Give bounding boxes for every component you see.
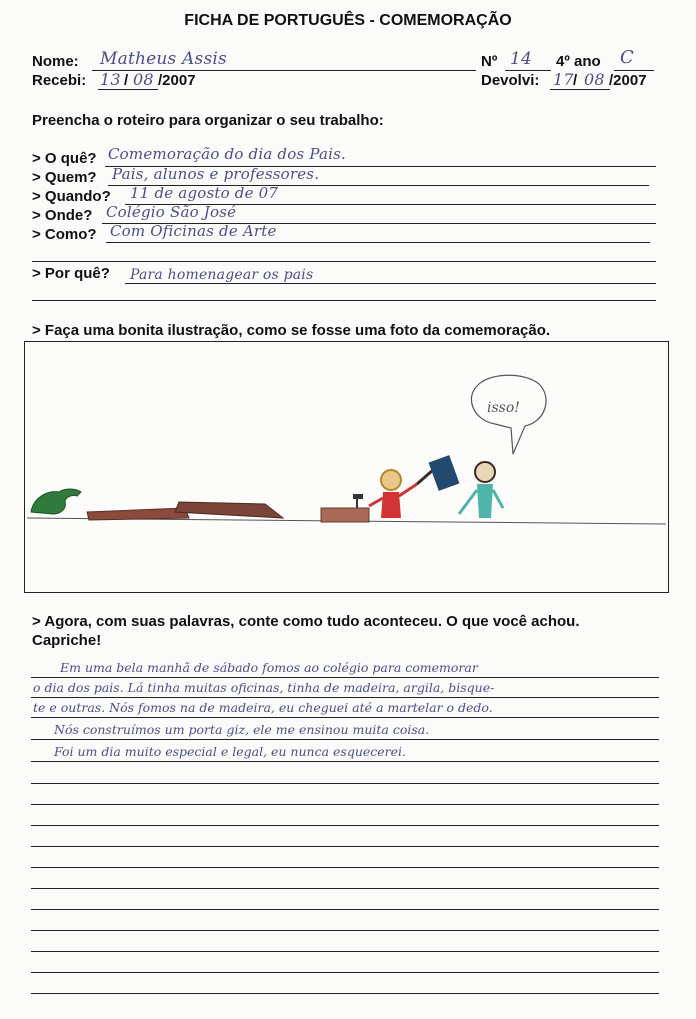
where-label: > Onde? — [32, 207, 93, 224]
story-line: Foi um dia muito especial e legal, eu nunca esquecerei. — [54, 744, 407, 759]
name-value: Matheus Assis — [100, 49, 227, 69]
wood-plank — [175, 502, 283, 518]
received-slash: / — [124, 72, 129, 89]
big-hammer-head — [429, 455, 460, 491]
how-answer: Com Oficinas de Arte — [110, 222, 277, 240]
illustration-prompt: > Faça uma bonita ilustração, como se fosse uma foto da comemoração. — [32, 322, 551, 339]
ruled-line — [31, 783, 659, 784]
where-answer: Colégio São José — [106, 203, 237, 221]
number-value: 14 — [510, 49, 533, 69]
speech-text: isso! — [487, 400, 520, 416]
why-underline — [125, 283, 656, 284]
name-label: Nome: — [32, 53, 79, 70]
ruled-line — [31, 909, 659, 910]
why-label: > Por quê? — [32, 265, 110, 282]
what-answer: Comemoração do dia dos Pais. — [108, 145, 346, 163]
ruled-line — [31, 761, 659, 762]
ruled-line — [31, 739, 659, 740]
received-month: 08 — [133, 70, 154, 89]
returned-day: 17 — [553, 70, 574, 89]
wood-box — [321, 508, 369, 522]
what-label: > O quê? — [32, 150, 97, 167]
who-label: > Quem? — [32, 169, 97, 186]
how-extra-line — [32, 261, 656, 262]
number-underline — [505, 70, 551, 71]
story-line: o dia dos pais. Lá tinha muitas oficinas, tinha de madeira, argila, bisque- — [33, 680, 495, 695]
ruled-line — [31, 697, 659, 698]
wood-plank — [87, 508, 189, 520]
green-object — [31, 489, 81, 514]
adult-body — [477, 484, 493, 518]
why-extra-line — [32, 300, 656, 301]
child-body — [381, 492, 401, 518]
hammer-head — [353, 494, 363, 499]
ruled-line — [31, 804, 659, 805]
returned-year: /2007 — [609, 72, 647, 89]
grade-underline — [614, 70, 654, 71]
story-prompt-line2: Capriche! — [32, 632, 102, 649]
ruled-line — [31, 972, 659, 973]
received-day: 13 — [100, 70, 121, 89]
returned-label: Devolvi: — [481, 72, 540, 89]
grade-label: 4º ano — [556, 53, 601, 70]
ruled-line — [31, 993, 659, 994]
returned-underline — [550, 89, 610, 90]
number-label: Nº — [481, 53, 498, 70]
ruled-line — [31, 951, 659, 952]
ruled-line — [31, 888, 659, 889]
received-label: Recebi: — [32, 72, 87, 89]
child-head — [381, 470, 401, 490]
illustration-drawing — [25, 342, 668, 592]
story-line: Nós construímos um porta giz, ele me ensinou muita coisa. — [54, 722, 430, 737]
grade-value: C — [620, 47, 634, 68]
ruled-line — [31, 677, 659, 678]
worksheet-title: FICHA DE PORTUGUÊS - COMEMORAÇÃO — [184, 12, 512, 29]
ruled-line — [31, 867, 659, 868]
story-line: te e outras. Nós fomos na de madeira, eu cheguei até a martelar o dedo. — [33, 700, 493, 715]
ruled-line — [31, 846, 659, 847]
adult-head — [475, 462, 495, 482]
how-label: > Como? — [32, 226, 97, 243]
story-line: Em uma bela manhã de sábado fomos ao colégio para comemorar — [60, 660, 478, 675]
ruled-line — [31, 930, 659, 931]
big-hammer-handle — [417, 470, 433, 484]
received-year: /2007 — [158, 72, 196, 89]
who-answer: Pais, alunos e professores. — [112, 165, 320, 183]
returned-slash: / — [573, 72, 578, 89]
when-answer: 11 de agosto de 07 — [130, 184, 279, 202]
ruled-line — [31, 825, 659, 826]
why-answer: Para homenagear os pais — [130, 267, 314, 283]
returned-month: 08 — [584, 70, 605, 89]
illustration-frame — [24, 341, 669, 593]
when-label: > Quando? — [32, 188, 111, 205]
how-underline — [106, 242, 650, 243]
story-prompt-line1: > Agora, com suas palavras, conte como tudo aconteceu. O que você achou. — [32, 613, 580, 630]
instructions: Preencha o roteiro para organizar o seu trabalho: — [32, 112, 384, 129]
received-underline — [98, 89, 158, 90]
ruled-line — [31, 717, 659, 718]
